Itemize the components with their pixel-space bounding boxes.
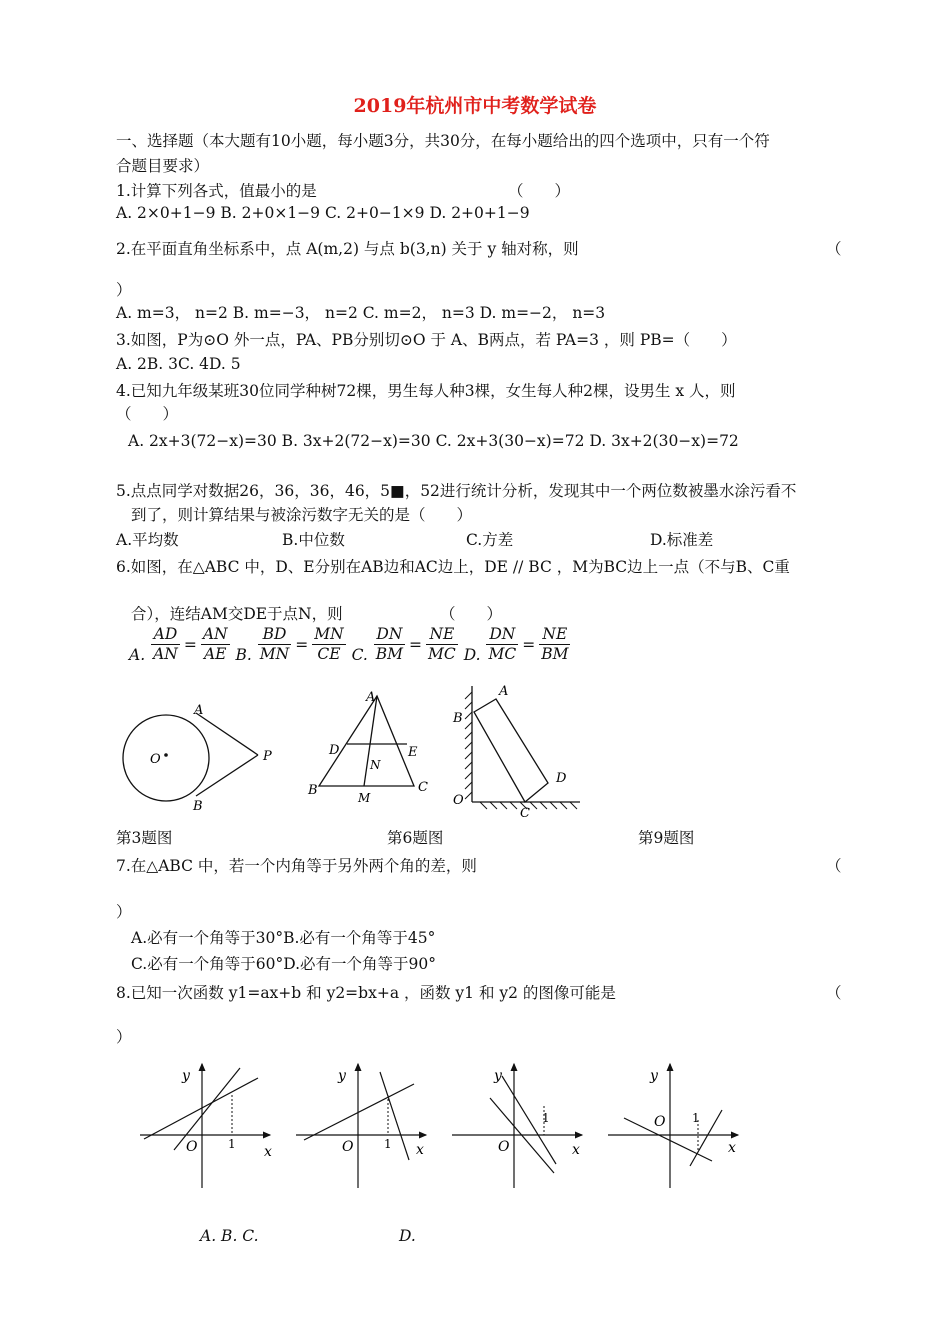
denominator: AE: [203, 645, 227, 663]
tick-one-label: 1: [692, 1111, 700, 1125]
q1-bracket: （ ）: [508, 182, 571, 200]
tick-one-label: 1: [228, 1137, 236, 1151]
q5-option-a: A.平均数: [116, 531, 179, 549]
fraction: [258, 625, 291, 664]
label-b: B: [308, 783, 318, 798]
q6-option-d-label: D.: [463, 646, 481, 664]
q8-graph-c: [452, 1058, 587, 1193]
q6-option-c-label: C.: [351, 646, 368, 664]
q6-option-b-label: B.: [235, 646, 252, 664]
origin-label: O: [342, 1139, 354, 1155]
label-c: C: [418, 780, 428, 795]
denominator: BM: [375, 645, 404, 663]
figure-9-ladder: [448, 680, 588, 820]
q5-option-b: B.中位数: [282, 531, 345, 549]
y-axis-label: y: [650, 1068, 658, 1084]
q8-labels-abc: A. B. C.: [200, 1227, 259, 1245]
label-a: A: [194, 703, 204, 718]
label-a: A: [366, 690, 376, 705]
fraction: [151, 625, 180, 664]
q8-bracket-close: ）: [116, 1028, 132, 1046]
numerator: MN: [314, 625, 344, 643]
denominator: MC: [488, 645, 517, 663]
numerator: NE: [539, 625, 570, 645]
y-axis-label: y: [494, 1068, 502, 1084]
y-axis-label: y: [338, 1068, 346, 1084]
denominator: AN: [153, 645, 178, 663]
numerator: DN: [374, 625, 405, 645]
origin-label: O: [186, 1139, 198, 1155]
q6-stem: 6.如图，在△ABC 中，D、E分别在AB边和AC边上，DE // BC ，M为BC边上一点（不与B、C重: [116, 558, 790, 576]
q6-option-a-label: A.: [129, 646, 146, 664]
q1-options: A. 2×0+1−9 B. 2+0×1−9 C. 2+0−1×9 D. 2+0+1−9: [116, 204, 530, 222]
x-axis-label: x: [264, 1144, 272, 1160]
tick-one-label: 1: [384, 1137, 392, 1151]
caption-fig3: 第3题图: [116, 829, 173, 847]
page-title: 2019年杭州市中考数学试卷: [353, 95, 597, 117]
section-heading-cont: 合题目要求）: [116, 157, 210, 175]
q7-options-ab: A.必有一个角等于30°B.必有一个角等于45°: [131, 929, 436, 947]
x-axis-label: x: [416, 1142, 424, 1158]
origin-label: O: [654, 1114, 666, 1130]
q2-bracket-close: ）: [116, 281, 132, 299]
fraction: [426, 625, 458, 664]
label-m: M: [358, 791, 371, 805]
q7-bracket-open: （: [826, 857, 842, 875]
fraction: [374, 625, 405, 664]
q7-stem: 7.在△ABC 中，若一个内角等于另外两个角的差，则: [116, 857, 477, 875]
numerator: BD: [258, 625, 291, 645]
label-c: C: [520, 806, 530, 821]
q7-bracket-close: ）: [116, 903, 132, 921]
label-e: E: [408, 745, 418, 760]
label-n: N: [370, 758, 381, 772]
caption-fig6: 第6题图: [387, 829, 444, 847]
q4-stem: 4.已知九年级某班30位同学种树72棵，男生每人种3棵，女生每人种2棵，设男生 x 人，则: [116, 382, 736, 400]
q8-bracket-open: （: [826, 984, 842, 1002]
x-axis-label: x: [572, 1142, 580, 1158]
q6-options: A. $\frac{AD}{AN}$ = $\frac{AN}{AE}$ B. $\frac{BD}{MN}$ = $\frac{MN}{CE}$ C. $\frac{DN}{BM}$ = $\frac{NE}{MC}$ D. $\frac{DN}{MC}$ = $\frac{NE}{BM}$: [129, 625, 569, 664]
label-p: P: [263, 749, 272, 764]
q8-graph-b: [296, 1058, 431, 1193]
fraction: [486, 625, 518, 664]
label-d: D: [556, 771, 567, 786]
q4-options: A. 2x+3(72−x)=30 B. 3x+2(72−x)=30 C. 2x+3(30−x)=72 D. 3x+2(30−x)=72: [128, 432, 739, 450]
q3-stem: 3.如图，P为⊙O 外一点，PA、PB分别切⊙O 于 A、B两点，若 PA=3 ，则 PB=（ ）: [116, 331, 737, 349]
denominator: BM: [541, 645, 569, 663]
q2-options: A. m=3， n=2 B. m=−3， n=2 C. m=2， n=3 D. m=−2， n=3: [116, 304, 606, 322]
label-d: D: [329, 743, 340, 758]
q5-stem: 5.点点同学对数据26，36，36，46，5■，52进行统计分析，发现其中一个两位数被墨水涂污看不: [116, 482, 797, 500]
q8-label-d: D.: [399, 1227, 416, 1245]
fraction: [312, 625, 345, 664]
q8-stem: 8.已知一次函数 y1=ax+b 和 y2=bx+a ，函数 y1 和 y2 的图像可能是: [116, 984, 616, 1002]
numerator: NE: [426, 625, 458, 645]
label-o: O: [150, 752, 161, 767]
q7-options-cd: C.必有一个角等于60°D.必有一个角等于90°: [131, 955, 436, 973]
q1-stem: 1.计算下列各式，值最小的是: [116, 182, 317, 200]
caption-fig9: 第9题图: [638, 829, 695, 847]
y-axis-label: y: [182, 1068, 190, 1084]
origin-label: O: [498, 1139, 510, 1155]
q2-stem: 2.在平面直角坐标系中，点 A(m,2) 与点 b(3,n) 关于 y 轴对称，则: [116, 240, 579, 258]
q5-option-c: C.方差: [466, 531, 514, 549]
numerator: AN: [202, 625, 228, 643]
q8-graph-a: [140, 1058, 275, 1193]
fraction: [539, 625, 570, 664]
label-b: B: [453, 711, 463, 726]
tick-one-label: 1: [542, 1111, 550, 1125]
x-axis-label: x: [728, 1140, 736, 1156]
label-o: O: [453, 793, 464, 808]
numerator: AD: [151, 625, 180, 645]
q6-bracket: （ ）: [440, 605, 503, 623]
denominator: MN: [259, 645, 290, 663]
label-a: A: [499, 684, 509, 699]
figure-6-triangle: [305, 688, 445, 808]
q6-stem-cont: 合），连结AM交DE于点N，则: [131, 605, 343, 623]
q4-bracket: （ ）: [116, 405, 179, 423]
q8-graph-d: [608, 1058, 743, 1193]
q3-options: A. 2B. 3C. 4D. 5: [116, 355, 241, 373]
label-b: B: [193, 799, 203, 814]
fraction: [201, 625, 230, 664]
section-heading: 一、选择题（本大题有10小题，每小题3分，共30分，在每小题给出的四个选项中，只有一个符: [116, 132, 770, 150]
q5-option-d: D.标准差: [650, 531, 714, 549]
denominator: MC: [428, 645, 456, 663]
q2-bracket-open: （: [826, 240, 842, 258]
q5-stem-cont: 到了，则计算结果与被涂污数字无关的是（ ）: [131, 506, 473, 524]
numerator: DN: [486, 625, 518, 645]
denominator: CE: [317, 645, 341, 663]
figure-3-circle-tangents: [116, 698, 296, 828]
